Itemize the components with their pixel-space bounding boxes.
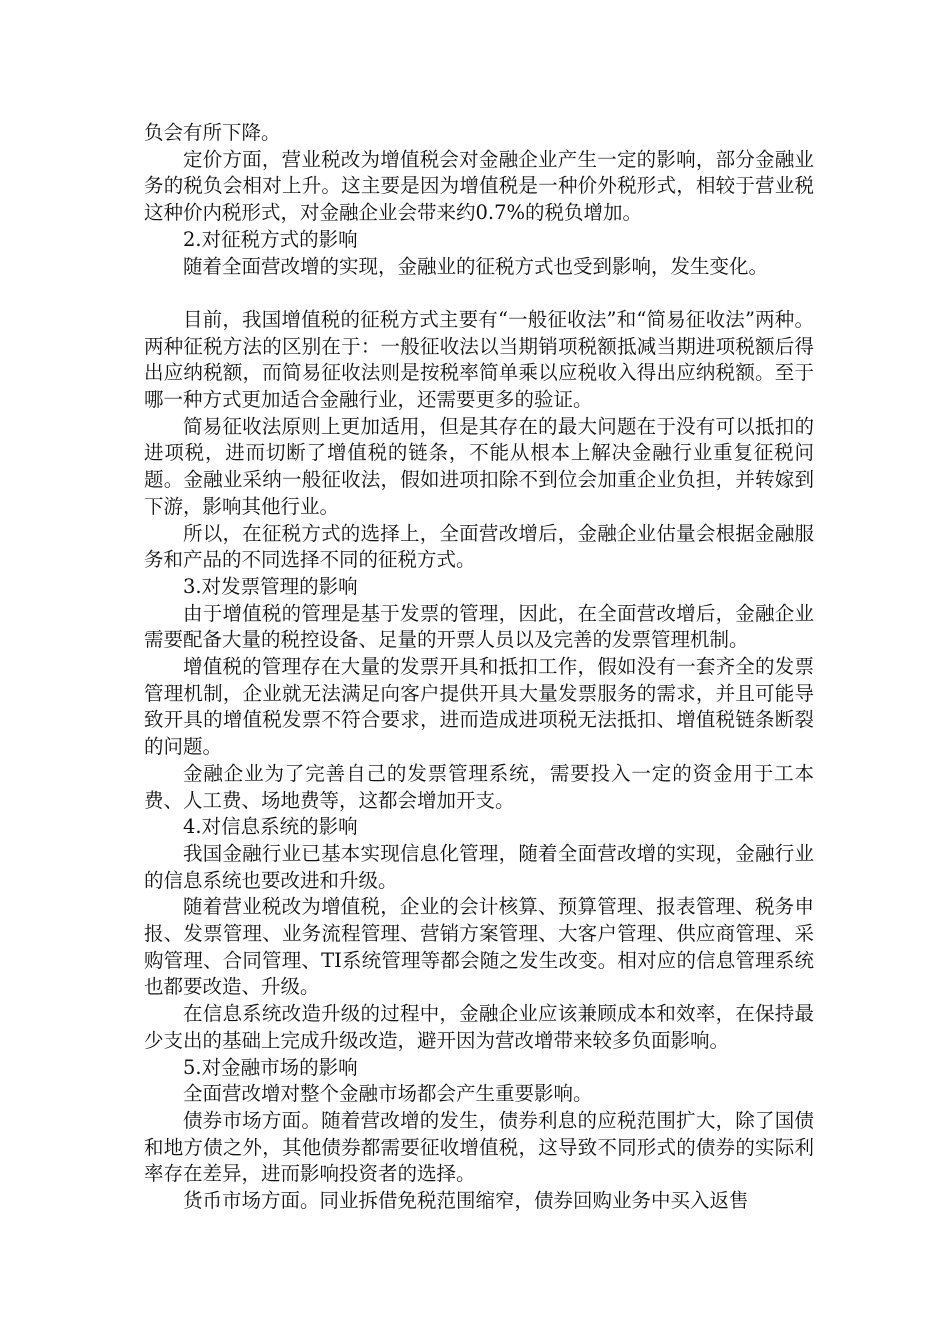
body-paragraph: 金融企业为了完善自己的发票管理系统，需要投入一定的资金用于工本费、人工费、场地费等，这都会增加开支。 [144,761,814,812]
blank-line [144,280,814,307]
body-paragraph: 债券市场方面。随着营改增的发生，债券利息的应税范围扩大，除了国债和地方债之外，其他债券都需要征收增值税，这导致不同形式的债券的实际利率存在差异，进而影响投资者的选择。 [144,1109,814,1186]
body-paragraph: 定价方面，营业税改为增值税会对金融企业产生一定的影响，部分金融业务的税负会相对上升。这主要是因为增值税是一种价外税形式，相较于营业税这种价内税形式，对金融企业会带来约0.7%的税负增加。 [144,147,814,225]
body-paragraph: 全面营改增对整个金融市场都会产生重要影响。 [183,1082,593,1106]
section-heading: 4.对信息系统的影响 [183,815,358,839]
section-heading: 5.对金融市场的影响 [183,1055,358,1079]
document-page [144,120,814,1215]
body-paragraph: 简易征收法原则上更加适用，但是其存在的最大问题在于没有可以抵扣的进项税，进而切断了增值税的链条，不能从根本上解决金融行业重复征税问题。金融业采纳一般征收法，假如进项扣除不到位会加重企业负担，并转嫁到下游，影响其他行业。 [144,414,814,518]
body-paragraph: 所以，在征税方式的选择上，全面营改增后，金融企业估量会根据金融服务和产品的不同选择不同的征税方式。 [144,521,814,572]
section-heading: 3.对发票管理的影响 [183,574,358,598]
body-paragraph: 随着全面营改增的实现，金融业的征税方式也受到影响，发生变化。 [183,254,769,278]
body-paragraph: 负会有所下降。 [144,121,281,144]
body-paragraph: 增值税的管理存在大量的发票开具和抵扣工作，假如没有一套齐全的发票管理机制，企业就无法满足向客户提供开具大量发票服务的需求，并且可能导致开具的增值税发票不符合要求，进而造成进项税无法抵扣、增值税链条断裂的问题。 [144,655,814,759]
body-paragraph: 目前，我国增值税的征税方式主要有“一般征收法”和“简易征收法”两种。两种征税方法的区别在于：一般征收法以当期销项税额抵减当期进项税额后得出应纳税额，而简易征收法则是按税率简单乘以应税收入得出应纳税额。至于哪一种方式更加适合金融行业，还需要更多的验证。 [144,307,814,412]
section-heading: 2.对征税方式的影响 [183,227,358,251]
body-paragraph: 货币市场方面。同业拆借免税范围缩窄，债券回购业务中买入返售 [183,1189,749,1213]
body-paragraph: 随着营业税改为增值税，企业的会计核算、预算管理、报表管理、税务申报、发票管理、业务流程管理、营销方案管理、大客户管理、供应商管理、采购管理、合同管理、TI系统管理等都会随之发生改变。相对应的信息管理系统也都要改造、升级。 [144,895,814,999]
body-paragraph: 在信息系统改造升级的过程中，金融企业应该兼顾成本和效率，在保持最少支出的基础上完成升级改造，避开因为营改增带来较多负面影响。 [144,1002,814,1052]
body-paragraph: 由于增值税的管理是基于发票的管理，因此，在全面营改增后，金融企业需要配备大量的税控设备、足量的开票人员以及完善的发票管理机制。 [144,601,814,652]
body-paragraph: 我国金融行业已基本实现信息化管理，随着全面营改增的实现，金融行业的信息系统也要改进和升级。 [144,841,814,892]
